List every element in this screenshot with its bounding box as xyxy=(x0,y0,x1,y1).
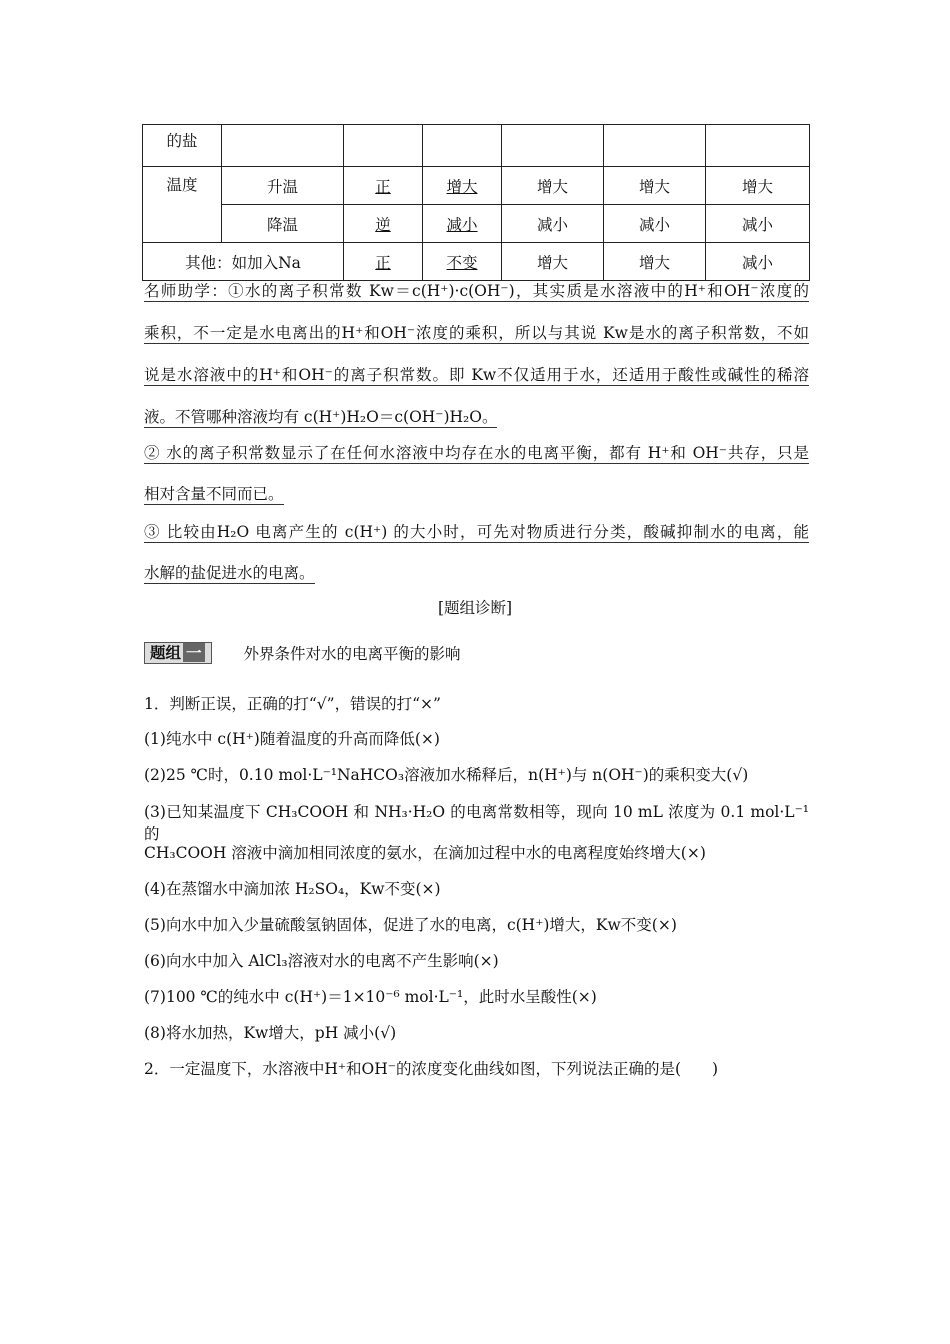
table-cell: 降温 xyxy=(222,205,344,243)
table-cell xyxy=(502,125,604,167)
table-cell: 减小 xyxy=(706,205,810,243)
table-cell: 其他：如加入Na xyxy=(143,243,344,281)
answer-blank: 减小 xyxy=(446,215,478,234)
table-cell: 增大 xyxy=(604,167,706,205)
tip-line: 名师助学：①水的离子积常数 Kw＝c(H⁺)·c(OH⁻)，其实质是水溶液中的H⁺和OH⁻浓度的 xyxy=(144,279,809,302)
table-cell xyxy=(344,243,423,281)
group-label-text: 题组 xyxy=(150,643,182,662)
table-cell: 升温 xyxy=(222,167,344,205)
answer-blank: 增大 xyxy=(446,177,478,196)
table-cell: 减小 xyxy=(502,205,604,243)
table-cell xyxy=(604,125,706,167)
table-cell xyxy=(423,205,502,243)
answer-blank: 正 xyxy=(375,177,391,196)
table-cell: 温度 xyxy=(143,167,222,243)
answer-blank: 不变 xyxy=(446,253,478,272)
question-text: 1．判断正误，正确的打“√”，错误的打“×” xyxy=(144,695,441,713)
table-cell xyxy=(423,167,502,205)
tip-line: 相对含量不同而已。 xyxy=(144,482,284,505)
tip-line: ② 水的离子积常数显示了在任何水溶液中均存在水的电离平衡，都有 H⁺和 OH⁻共存，只是 xyxy=(144,441,809,464)
statement: CH₃COOH 溶液中滴加相同浓度的氨水，在滴加过程中水的电离程度始终增大(×) xyxy=(144,844,706,862)
table-row xyxy=(143,243,810,281)
table-cell xyxy=(423,243,502,281)
group-label xyxy=(144,642,212,664)
table-cell: 增大 xyxy=(502,243,604,281)
statement: (8)将水加热，Kw增大，pH 减小(√) xyxy=(144,1024,397,1042)
statement: (1)纯水中 c(H⁺)随着温度的升高而降低(×) xyxy=(144,730,440,748)
table-cell: 减小 xyxy=(604,205,706,243)
tip-line: 乘积，不一定是水电离出的H⁺和OH⁻浓度的乘积，所以与其说 Kw是水的离子积常数，不如 xyxy=(144,321,809,344)
statement: (5)向水中加入少量硫酸氢钠固体，促进了水的电离，c(H⁺)增大，Kw不变(×) xyxy=(144,916,677,934)
table-row xyxy=(143,167,810,205)
table-cell xyxy=(706,125,810,167)
section-header: [题组诊断] xyxy=(437,599,513,617)
group-heading xyxy=(144,642,461,664)
table-cell xyxy=(222,125,344,167)
table-cell xyxy=(423,125,502,167)
table-cell: 增大 xyxy=(604,243,706,281)
table-cell xyxy=(344,125,423,167)
group-title: 外界条件对水的电离平衡的影响 xyxy=(243,645,461,663)
table-row xyxy=(143,125,810,167)
tip-line: 水解的盐促进水的电离。 xyxy=(144,561,315,584)
comparison-table xyxy=(142,124,810,281)
statement: (6)向水中加入 AlCl₃溶液对水的电离不产生影响(×) xyxy=(144,952,499,970)
statement: (4)在蒸馏水中滴加浓 H₂SO₄，Kw不变(×) xyxy=(144,880,441,898)
table-row xyxy=(143,205,810,243)
statement: (3)已知某温度下 CH₃COOH 和 NH₃·H₂O 的电离常数相等，现向 10 mL 浓度为 0.1 mol·L⁻¹的 xyxy=(144,803,809,843)
table-cell xyxy=(344,205,423,243)
statement: (2)25 ℃时，0.10 mol·L⁻¹NaHCO₃溶液加水稀释后，n(H⁺)与 n(OH⁻)的乘积变大(√) xyxy=(144,766,749,784)
table-cell: 的盐 xyxy=(143,125,222,167)
tip-line: 液。不管哪种溶液均有 c(H⁺)H₂O＝c(OH⁻)H₂O。 xyxy=(144,405,497,428)
table-cell: 减小 xyxy=(706,243,810,281)
answer-blank: 逆 xyxy=(375,215,391,234)
tip-line: ③ 比较由H₂O 电离产生的 c(H⁺) 的大小时，可先对物质进行分类，酸碱抑制水的电离，能 xyxy=(144,520,809,543)
answer-blank: 正 xyxy=(375,253,391,272)
tip-line: 说是水溶液中的H⁺和OH⁻的离子积常数。即 Kw不仅适用于水，还适用于酸性或碱性的稀溶 xyxy=(144,363,809,386)
group-number: 一 xyxy=(183,643,205,662)
table-cell: 增大 xyxy=(502,167,604,205)
table-cell: 增大 xyxy=(706,167,810,205)
table-cell xyxy=(344,167,423,205)
question-text: 2．一定温度下，水溶液中H⁺和OH⁻的浓度变化曲线如图，下列说法正确的是( ) xyxy=(144,1060,719,1078)
statement: (7)100 ℃的纯水中 c(H⁺)＝1×10⁻⁶ mol·L⁻¹，此时水呈酸性(×) xyxy=(144,988,597,1006)
